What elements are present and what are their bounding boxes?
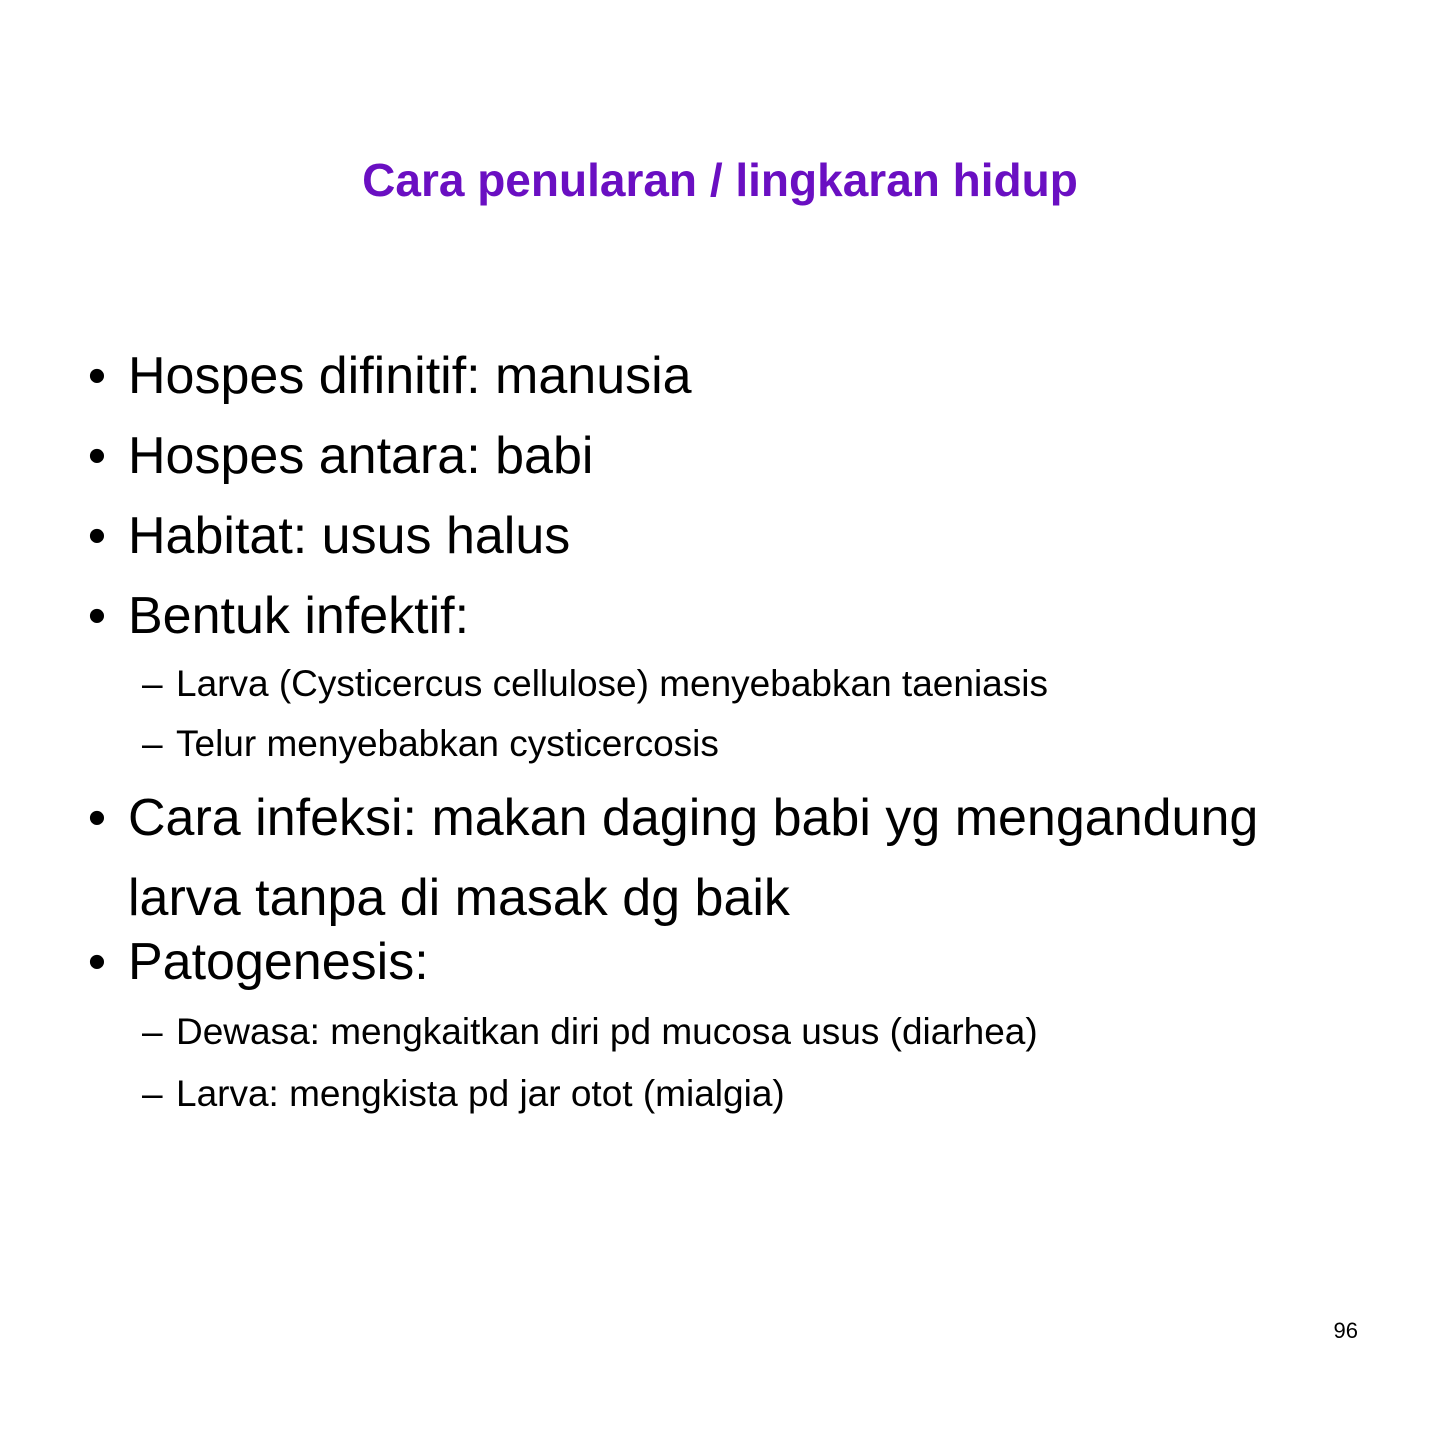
subbullet-item-dewasa — [142, 1002, 1392, 1062]
subbullet-text: Larva: mengkista pd jar otot (mialgia) — [176, 1073, 785, 1114]
subbullet-text: Telur menyebabkan cysticercosis — [176, 723, 719, 764]
bullet-text: Bentuk infektif: — [128, 587, 470, 645]
subbullet-item-telur-cysticercosis — [142, 714, 1392, 774]
bullet-text: Habitat: usus halus — [128, 507, 571, 565]
dash-marker: – — [142, 1073, 163, 1114]
bullet-marker: • — [87, 789, 107, 847]
bullet-marker: • — [87, 347, 107, 405]
subbullet-text: Dewasa: mengkaitkan diri pd mucosa usus (diarhea) — [176, 1011, 1038, 1052]
bullet-text: Patogenesis: — [128, 933, 429, 991]
dash-marker: – — [142, 1011, 163, 1052]
bullet-marker: • — [87, 427, 107, 485]
bullet-marker: • — [87, 507, 107, 565]
bullet-item-cara-infeksi — [82, 778, 1382, 938]
subbullet-item-larva-taeniasis — [142, 654, 1392, 714]
bullet-marker: • — [87, 933, 107, 991]
bullet-text: Hospes antara: babi — [128, 427, 594, 485]
page-number: 96 — [1333, 1318, 1358, 1343]
slide-title: Cara penularan / lingkaran hidup — [362, 154, 1078, 206]
dash-marker: – — [142, 723, 163, 764]
subbullet-item-larva-mialgia — [142, 1064, 1392, 1124]
subbullet-text: Larva (Cysticercus cellulose) menyebabkan taeniasis — [176, 663, 1048, 704]
bullet-text: Cara infeksi: makan daging babi yg mengandung larva tanpa di masak dg baik — [128, 789, 1259, 927]
bullet-marker: • — [87, 587, 107, 645]
bullet-text: Hospes difinitif: manusia — [128, 347, 692, 405]
dash-marker: – — [142, 663, 163, 704]
